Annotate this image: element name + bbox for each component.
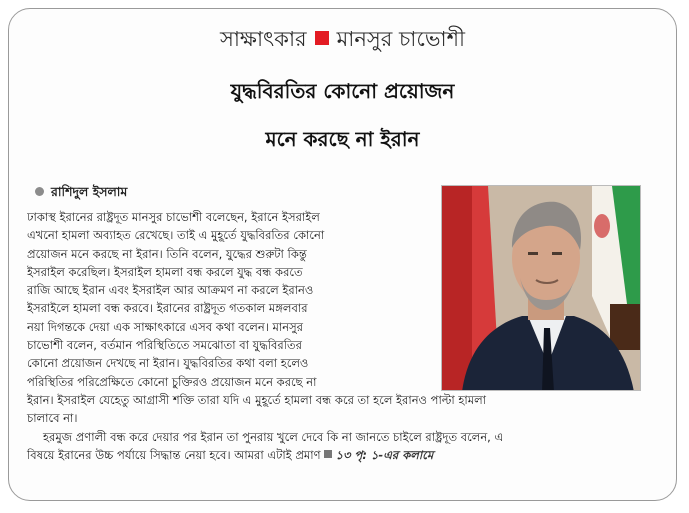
jump-square-icon	[324, 450, 332, 458]
body-line: চালাবে না।	[27, 411, 78, 426]
headline	[9, 67, 676, 163]
bullet-icon	[35, 187, 44, 196]
body-line: রাজি আছে ইরান এবং ইসরাইল আর আক্রমণ না করলে ইরানও	[27, 283, 314, 298]
body-line: পরিস্থিতির পরিপ্রেক্ষিতে কোনো চুক্তিরও প্রয়োজন মনে করছে না	[27, 374, 317, 389]
byline	[35, 184, 127, 204]
body-line: ইসরাইল করেছিল। ইসরাইল হামলা বন্ধ করলে যুদ্ধ বন্ধ করতে	[27, 264, 303, 279]
article-body	[27, 208, 667, 464]
kicker-section: সাক্ষাৎকার	[219, 27, 307, 51]
body-line: ইসরাইলে হামলা বন্ধ করবে। ইরানের রাষ্ট্রদূত গতকাল মঙ্গলবার	[27, 301, 308, 316]
byline-author: রাশিদুল ইসলাম	[51, 184, 128, 199]
body-line: বিষয়ে ইরানের উচ্চ পর্যায়ে সিদ্ধান্ত নেয়া হবে। আমরা এটাই প্রমাণ	[27, 447, 321, 462]
body-line: নয়া দিগন্তকে দেয়া এক সাক্ষাৎকারে এসব কথা বলেন। মানসুর	[27, 319, 303, 334]
headline-line-2: মনে করছে না ইরান	[265, 127, 420, 151]
red-square-icon	[315, 31, 329, 45]
body-line: প্রয়োজন মনে করছে না ইরান। তিনি বলেন, যুদ্ধের শুরুটা কিন্তু	[27, 246, 307, 261]
kicker-interviewee: মানসুর চাভোশী	[336, 27, 466, 51]
body-line: হরমুজ প্রণালী বন্ধ করে দেয়ার পর ইরান তা পুনরায় খুলে দেবে কি না জানতে চাইলে রাষ্ট্রদূত বলেন, এ	[43, 429, 504, 444]
body-last-line	[27, 446, 667, 464]
body-line: এখনো হামলা অব্যাহত রেখেছে। তাই এ মুহূর্তে যুদ্ধবিরতির কোনো	[27, 228, 325, 243]
body-line: ঢাকাস্থ ইরানের রাষ্ট্রদূত মানসুর চাভোশী বলেছেন, ইরানে ইসরাইল	[27, 210, 320, 224]
news-clipping	[8, 8, 677, 501]
body-line: চাভোশী বলেন, বর্তমান পরিস্থিতিতে সমঝোতা বা যুদ্ধবিরতির	[27, 338, 302, 353]
headline-line-1: যুদ্ধবিরতির কোনো প্রয়োজন	[230, 79, 455, 103]
body-line: কোনো প্রয়োজন দেখছে না ইরান। যুদ্ধবিরতির কথা বলা হলেও	[27, 356, 309, 371]
body-line: ইরান। ইসরাইল যেহেতু আগ্রাসী শক্তি তারা যদি এ মুহূর্তে হামলা বন্ধ করে তা হলে ইরানও পাল্টা হামলা	[27, 392, 487, 407]
continued-on-page-link[interactable]: ১৩ পৃ: ১-এর কলামে	[335, 447, 434, 462]
kicker	[9, 23, 676, 58]
